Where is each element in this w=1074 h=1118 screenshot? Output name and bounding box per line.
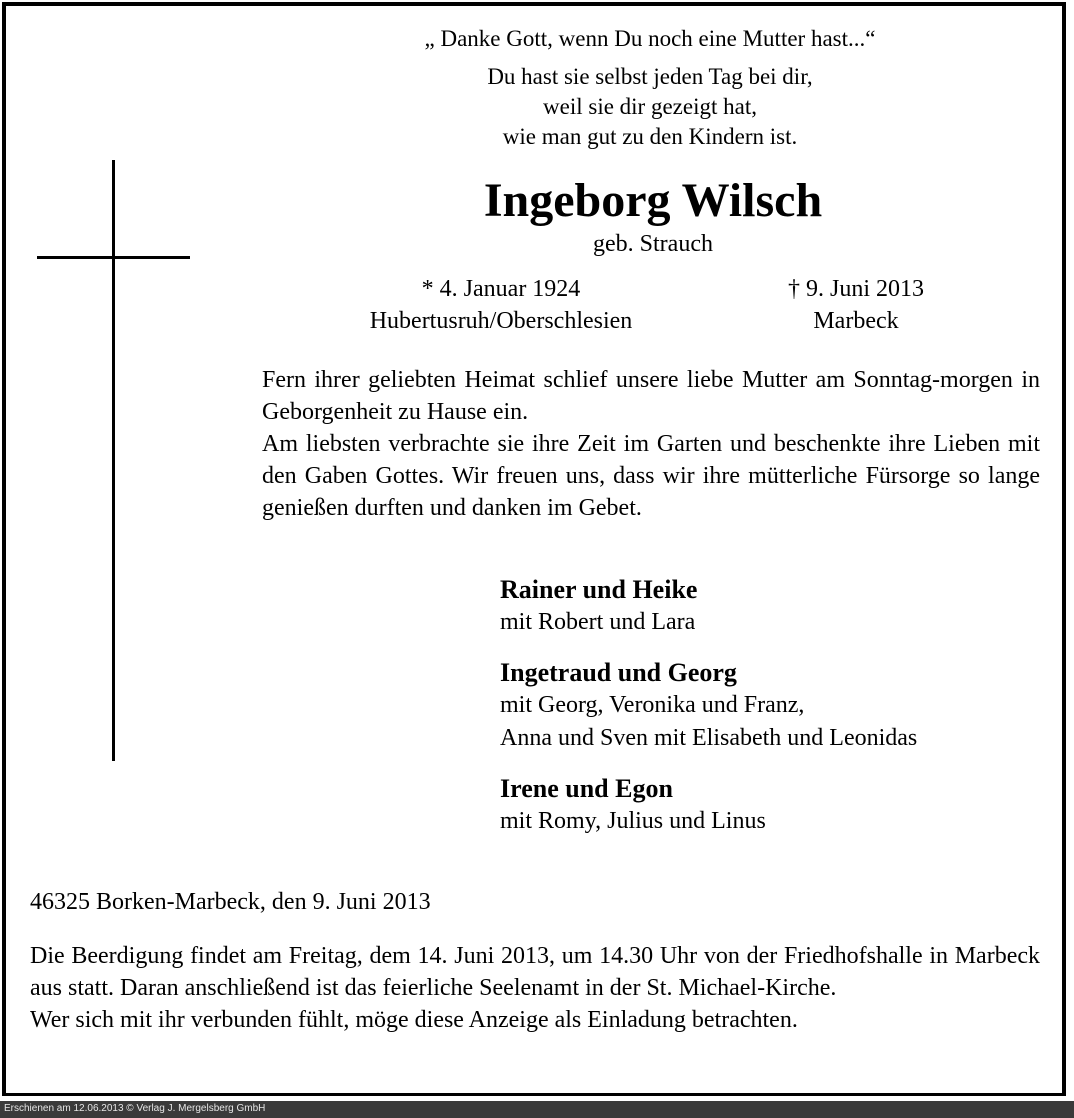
- funeral-paragraph: Wer sich mit ihr verbunden fühlt, möge diese Anzeige als Einladung betrachten.: [30, 1007, 798, 1033]
- motto-line: weil sie dir gezeigt hat,: [543, 94, 757, 119]
- deceased-name: Ingeborg Wilsch: [483, 174, 823, 227]
- motto-poem: [300, 62, 1000, 152]
- obituary-paragraph: Fern ihrer geliebten Heimat schlief unsere liebe Mutter am Sonntag-morgen in Geborgenheit zu Hause ein.: [262, 367, 1040, 425]
- family-members: mit Georg, Veronika und Franz,: [500, 692, 805, 718]
- place-date: 46325 Borken-Marbeck, den 9. Juni 2013: [30, 889, 431, 915]
- obituary-text: [262, 364, 1040, 524]
- family-head: Irene und Egon: [500, 774, 673, 803]
- death-info: [736, 273, 976, 337]
- notice-frame: [2, 2, 1066, 1096]
- cross-icon: [112, 160, 115, 761]
- family-group: [500, 656, 1060, 755]
- family-head: Rainer und Heike: [500, 575, 698, 604]
- family-group: [500, 573, 1060, 639]
- maiden-name: geb. Strauch: [593, 231, 713, 257]
- family-members: Anna und Sven mit Elisabeth und Leonidas: [500, 725, 918, 751]
- birth-info: [316, 273, 686, 337]
- death-place: Marbeck: [813, 308, 899, 334]
- cross-icon-bar: [37, 256, 190, 259]
- funeral-info: [30, 940, 1040, 1036]
- birth-date: * 4. Januar 1924: [421, 276, 581, 302]
- motto-quote: „ Danke Gott, wenn Du noch eine Mutter hast...“: [424, 26, 876, 51]
- death-date: † 9. Juni 2013: [787, 276, 924, 302]
- obituary-paragraph: Am liebsten verbrachte sie ihre Zeit im Garten und beschenkte ihre Lieben mit den Gaben Gottes. Wir freuen uns, dass wir ihre mütterliche Fürsorge so lange genießen durften und danken im Gebet.: [262, 431, 1040, 521]
- footer-credit: Erschienen am 12.06.2013 © Verlag J. Mergelsberg GmbH: [4, 1103, 266, 1114]
- family-head: Ingetraud und Georg: [500, 658, 737, 687]
- family-group: [500, 772, 1060, 838]
- family-members: mit Romy, Julius und Linus: [500, 808, 766, 834]
- funeral-paragraph: Die Beerdigung findet am Freitag, dem 14. Juni 2013, um 14.30 Uhr von der Friedhofshalle in Marbeck aus statt. Daran anschließend ist das feierliche Seelenamt in der St. Michael-Kirche.: [30, 943, 1040, 1001]
- family-members: mit Robert und Lara: [500, 609, 696, 635]
- birth-place: Hubertusruh/Oberschlesien: [369, 308, 633, 334]
- motto-line: wie man gut zu den Kindern ist.: [502, 124, 798, 149]
- motto-line: Du hast sie selbst jeden Tag bei dir,: [487, 64, 813, 89]
